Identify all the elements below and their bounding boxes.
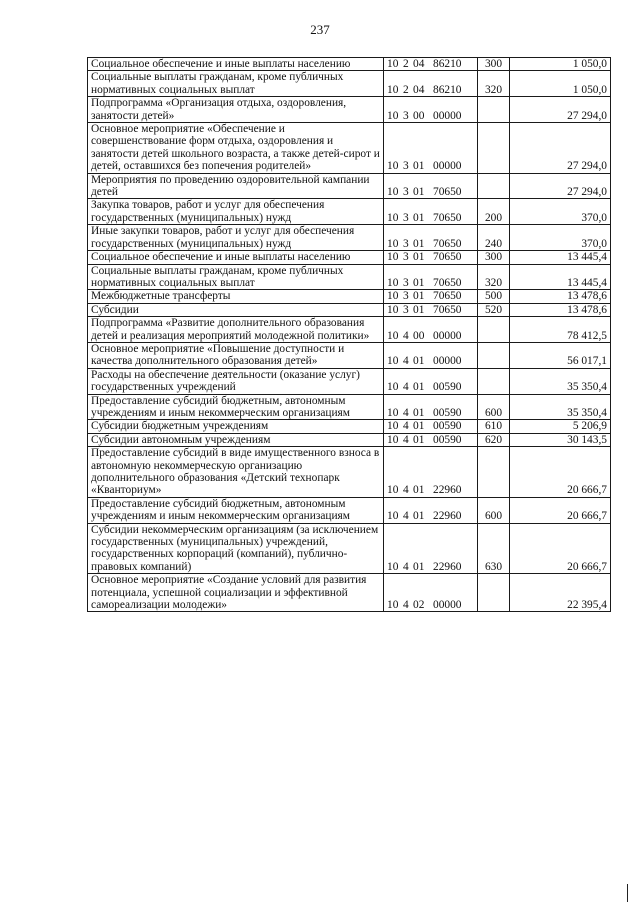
row-code — [384, 447, 478, 498]
row-name: Основное мероприятие «Создание условий для развития потенциала, успешной социализации и эффективной самореализации молодежи» — [88, 574, 384, 612]
row-code — [384, 264, 478, 290]
code-subprogram: 01 — [413, 276, 425, 289]
table-row — [88, 225, 611, 251]
row-amount: 20 666,7 — [510, 447, 611, 498]
row-code — [384, 58, 478, 71]
row-name: Основное мероприятие «Обеспечение и совершенствование форм отдыха, оздоровления и занятости детей школьного возраста, а также детей-сирот и детей, оставшихся без попечения родителей» — [88, 123, 384, 174]
code-direction: 86210 — [433, 58, 462, 70]
code-direction: 70650 — [433, 276, 462, 289]
row-name: Социальное обеспечение и иные выплаты населению — [88, 58, 384, 71]
row-amount: 13 445,4 — [510, 264, 611, 290]
code-direction: 70650 — [433, 290, 462, 303]
table-row — [88, 420, 611, 433]
row-amount: 30 143,5 — [510, 433, 611, 446]
code-section: 10 — [387, 58, 399, 70]
row-expense-type: 600 — [478, 497, 510, 523]
table-row — [88, 368, 611, 394]
code-section: 10 — [387, 484, 399, 497]
row-amount: 35 350,4 — [510, 394, 611, 420]
table-row — [88, 433, 611, 446]
table-body — [88, 58, 611, 612]
table-row — [88, 497, 611, 523]
code-subprogram: 00 — [413, 329, 425, 342]
row-code — [384, 420, 478, 433]
row-amount: 27 294,0 — [510, 123, 611, 174]
code-section: 10 — [387, 560, 399, 573]
row-name: Субсидии — [88, 303, 384, 316]
code-section: 10 — [387, 510, 399, 523]
code-subprogram: 01 — [413, 251, 425, 264]
code-program: 4 — [403, 420, 409, 433]
table-row — [88, 394, 611, 420]
row-code — [384, 497, 478, 523]
row-name: Субсидии бюджетным учреждениям — [88, 420, 384, 433]
row-expense-type: 610 — [478, 420, 510, 433]
row-expense-type: 300 — [478, 58, 510, 71]
code-program: 4 — [403, 433, 409, 446]
row-name: Иные закупки товаров, работ и услуг для обеспечения государственных (муниципальных) нужд — [88, 225, 384, 251]
table-row — [88, 173, 611, 199]
code-direction: 00000 — [433, 109, 462, 122]
code-section: 10 — [387, 303, 399, 316]
row-expense-type: 600 — [478, 394, 510, 420]
row-name: Социальное обеспечение и иные выплаты населению — [88, 251, 384, 264]
code-section: 10 — [387, 433, 399, 446]
row-expense-type: 500 — [478, 290, 510, 303]
code-section: 10 — [387, 599, 399, 612]
row-code — [384, 71, 478, 97]
row-expense-type: 620 — [478, 433, 510, 446]
row-code — [384, 303, 478, 316]
row-code — [384, 394, 478, 420]
code-subprogram: 04 — [413, 58, 425, 70]
code-program: 3 — [403, 303, 409, 316]
table-row — [88, 264, 611, 290]
code-direction: 22960 — [433, 510, 462, 523]
row-code — [384, 574, 478, 612]
row-code — [384, 317, 478, 343]
row-name: Предоставление субсидий бюджетным, автономным учреждениям и иным некоммерческим организациям — [88, 497, 384, 523]
row-name: Подпрограмма «Организация отдыха, оздоровления, занятости детей» — [88, 97, 384, 123]
code-program: 4 — [403, 560, 409, 573]
code-program: 3 — [403, 160, 409, 173]
code-direction: 70650 — [433, 186, 462, 199]
page-number: 237 — [310, 22, 330, 37]
code-direction: 70650 — [433, 237, 462, 250]
code-subprogram: 01 — [413, 420, 425, 433]
row-amount: 13 478,6 — [510, 290, 611, 303]
row-name: Основное мероприятие «Повышение доступности и качества дополнительного образования детей» — [88, 342, 384, 368]
code-program: 2 — [403, 83, 409, 96]
row-name: Подпрограмма «Развитие дополнительного образования детей и реализация мероприятий молодежной политики» — [88, 317, 384, 343]
code-direction: 00590 — [433, 381, 462, 394]
code-subprogram: 01 — [413, 355, 425, 368]
row-name: Субсидии некоммерческим организациям (за исключением государственных (муниципальных) учреждений, государственных корпораций (компаний), публично-правовых компаний) — [88, 523, 384, 574]
row-expense-type: 630 — [478, 523, 510, 574]
code-direction: 22960 — [433, 484, 462, 497]
row-name: Социальные выплаты гражданам, кроме публичных нормативных социальных выплат — [88, 71, 384, 97]
row-amount: 20 666,7 — [510, 523, 611, 574]
code-program: 3 — [403, 186, 409, 199]
row-amount: 13 445,4 — [510, 251, 611, 264]
code-subprogram: 01 — [413, 510, 425, 523]
row-expense-type — [478, 97, 510, 123]
row-expense-type: 200 — [478, 199, 510, 225]
row-amount: 35 350,4 — [510, 368, 611, 394]
code-subprogram: 01 — [413, 381, 425, 394]
code-program: 4 — [403, 329, 409, 342]
row-expense-type — [478, 342, 510, 368]
table-row — [88, 523, 611, 574]
table-row — [88, 574, 611, 612]
code-program: 4 — [403, 599, 409, 612]
code-section: 10 — [387, 83, 399, 96]
code-program: 3 — [403, 211, 409, 224]
row-name: Закупка товаров, работ и услуг для обеспечения государственных (муниципальных) нужд — [88, 199, 384, 225]
code-program: 4 — [403, 355, 409, 368]
row-expense-type — [478, 574, 510, 612]
row-expense-type: 320 — [478, 71, 510, 97]
code-program: 4 — [403, 484, 409, 497]
row-code — [384, 290, 478, 303]
row-expense-type — [478, 447, 510, 498]
code-section: 10 — [387, 329, 399, 342]
row-code — [384, 523, 478, 574]
row-name: Расходы на обеспечение деятельности (оказание услуг) государственных учреждений — [88, 368, 384, 394]
row-code — [384, 199, 478, 225]
code-program: 4 — [403, 381, 409, 394]
row-amount: 27 294,0 — [510, 97, 611, 123]
code-direction: 70650 — [433, 211, 462, 224]
row-name: Предоставление субсидий бюджетным, автономным учреждениям и иным некоммерческим организациям — [88, 394, 384, 420]
row-amount: 56 017,1 — [510, 342, 611, 368]
code-subprogram: 01 — [413, 303, 425, 316]
code-subprogram: 01 — [413, 237, 425, 250]
code-program: 2 — [403, 58, 409, 70]
row-expense-type: 520 — [478, 303, 510, 316]
row-code — [384, 368, 478, 394]
row-expense-type: 240 — [478, 225, 510, 251]
code-subprogram: 01 — [413, 433, 425, 446]
code-subprogram: 02 — [413, 599, 425, 612]
table-row — [88, 342, 611, 368]
table-row — [88, 317, 611, 343]
code-program: 3 — [403, 109, 409, 122]
code-direction: 00000 — [433, 160, 462, 173]
table-row — [88, 199, 611, 225]
code-direction: 00590 — [433, 406, 462, 419]
row-amount: 78 412,5 — [510, 317, 611, 343]
code-direction: 86210 — [433, 83, 462, 96]
row-code — [384, 97, 478, 123]
code-program: 4 — [403, 406, 409, 419]
code-program: 3 — [403, 276, 409, 289]
code-subprogram: 04 — [413, 83, 425, 96]
code-section: 10 — [387, 211, 399, 224]
code-subprogram: 01 — [413, 290, 425, 303]
row-name: Мероприятия по проведению оздоровительной кампании детей — [88, 173, 384, 199]
row-amount: 5 206,9 — [510, 420, 611, 433]
margin-mark — [627, 884, 628, 902]
code-program: 4 — [403, 510, 409, 523]
code-direction: 00590 — [433, 420, 462, 433]
code-section: 10 — [387, 406, 399, 419]
code-direction: 22960 — [433, 560, 462, 573]
row-code — [384, 342, 478, 368]
code-program: 3 — [403, 290, 409, 303]
row-expense-type: 300 — [478, 251, 510, 264]
code-subprogram: 00 — [413, 109, 425, 122]
code-program: 3 — [403, 251, 409, 264]
code-section: 10 — [387, 109, 399, 122]
code-section: 10 — [387, 420, 399, 433]
table-row — [88, 97, 611, 123]
code-subprogram: 01 — [413, 484, 425, 497]
code-section: 10 — [387, 276, 399, 289]
code-direction: 70650 — [433, 303, 462, 316]
row-code — [384, 433, 478, 446]
code-section: 10 — [387, 381, 399, 394]
code-section: 10 — [387, 160, 399, 173]
code-subprogram: 01 — [413, 560, 425, 573]
row-code — [384, 123, 478, 174]
table-row — [88, 251, 611, 264]
row-code — [384, 225, 478, 251]
row-code — [384, 251, 478, 264]
row-expense-type — [478, 123, 510, 174]
budget-table — [87, 57, 611, 612]
row-amount: 370,0 — [510, 199, 611, 225]
code-subprogram: 01 — [413, 160, 425, 173]
row-name: Предоставление субсидий в виде имущественного взноса в автономную некоммерческую организацию дополнительного образования «Детский технопарк «Кванториум» — [88, 447, 384, 498]
table-row — [88, 290, 611, 303]
row-name: Субсидии автономным учреждениям — [88, 433, 384, 446]
row-amount: 1 050,0 — [510, 71, 611, 97]
code-direction: 00000 — [433, 599, 462, 612]
code-section: 10 — [387, 186, 399, 199]
code-direction: 00000 — [433, 355, 462, 368]
row-name: Социальные выплаты гражданам, кроме публичных нормативных социальных выплат — [88, 264, 384, 290]
row-amount: 20 666,7 — [510, 497, 611, 523]
code-program: 3 — [403, 237, 409, 250]
code-section: 10 — [387, 290, 399, 303]
row-name: Межбюджетные трансферты — [88, 290, 384, 303]
code-subprogram: 01 — [413, 406, 425, 419]
code-subprogram: 01 — [413, 186, 425, 199]
row-expense-type — [478, 317, 510, 343]
code-subprogram: 01 — [413, 211, 425, 224]
table-row — [88, 123, 611, 174]
row-amount: 22 395,4 — [510, 574, 611, 612]
table-row — [88, 58, 611, 71]
table-row — [88, 71, 611, 97]
code-direction: 00590 — [433, 433, 462, 446]
row-code — [384, 173, 478, 199]
table-row — [88, 303, 611, 316]
table-row — [88, 447, 611, 498]
row-expense-type — [478, 368, 510, 394]
row-amount: 370,0 — [510, 225, 611, 251]
row-amount: 27 294,0 — [510, 173, 611, 199]
code-section: 10 — [387, 251, 399, 264]
code-direction: 00000 — [433, 329, 462, 342]
row-amount: 1 050,0 — [510, 58, 611, 71]
code-section: 10 — [387, 237, 399, 250]
row-expense-type: 320 — [478, 264, 510, 290]
code-section: 10 — [387, 355, 399, 368]
row-expense-type — [478, 173, 510, 199]
row-amount: 13 478,6 — [510, 303, 611, 316]
code-direction: 70650 — [433, 251, 462, 264]
